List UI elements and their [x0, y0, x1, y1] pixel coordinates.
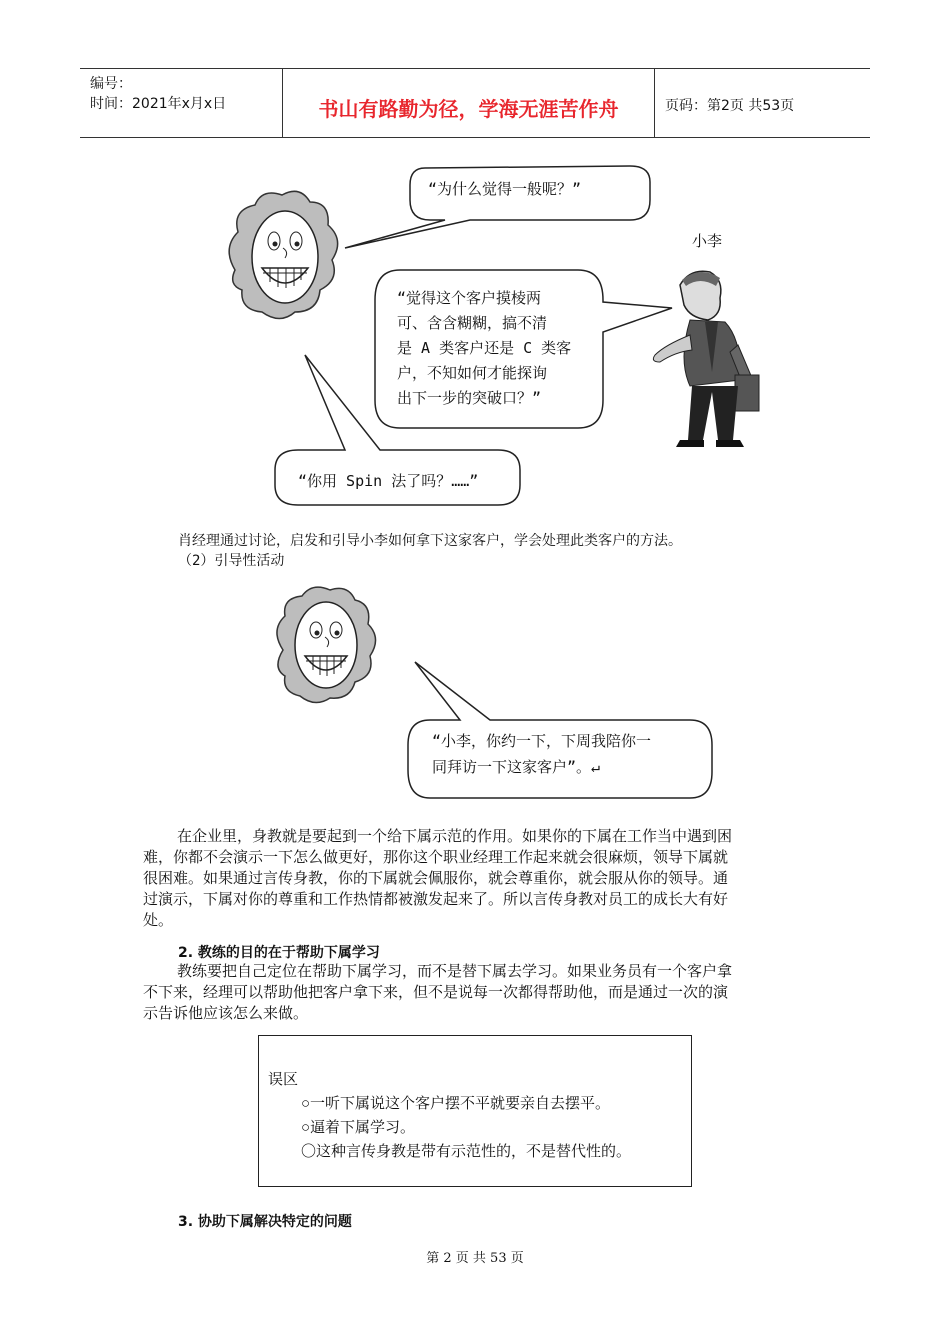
header-motto-cell	[283, 69, 655, 137]
page-footer: 第 2 页 共 53 页	[426, 1251, 524, 1266]
manager-face-icon	[277, 587, 376, 702]
answer-line: 户，不知如何才能探询	[397, 364, 548, 382]
paragraph-line: 示告诉他应该怎么来做。	[143, 1004, 309, 1022]
invite-line: 同拜访一下这家客户”。↵	[432, 758, 601, 776]
answer-line: 可、含含糊糊，搞不清	[397, 314, 548, 332]
spin-text: “你用 Spin 法了吗？……”	[298, 472, 479, 490]
heading-3: 3. 协助下属解决特定的问题	[178, 1214, 352, 1230]
paragraph-line: 教练要把自己定位在帮助下属学习，而不是替下属去学习。如果业务员有一个客户拿	[177, 962, 733, 980]
misconception-item: 〇这种言传身教是带有示范性的，不是替代性的。	[301, 1143, 632, 1160]
header-page-cell	[655, 69, 870, 137]
paragraph-line: 不下来，经理可以帮助他把客户拿下来，但不是说每一次都得帮助他，而是通过一次的演	[143, 983, 729, 1001]
caption: 肖经理通过讨论，启发和引导小李如何拿下这家客户，学会处理此类客户的方法。	[178, 533, 682, 549]
misconception-item: ○逼着下属学习。	[301, 1119, 416, 1136]
paragraph-2	[143, 961, 823, 1024]
invite-line: “小李，你约一下，下周我陪你一	[432, 732, 652, 750]
question-text: “为什么觉得一般呢？”	[428, 180, 582, 198]
header-meta-cell	[80, 69, 283, 137]
xiaoli-figure-icon	[653, 271, 759, 447]
document-header	[80, 68, 870, 138]
xiaoli-name-tag: 小李	[692, 232, 723, 250]
misconception-box	[258, 1035, 692, 1187]
heading-2: 2. 教练的目的在于帮助下属学习	[178, 945, 380, 961]
manager-face-icon	[229, 191, 337, 318]
paragraph-line: 处。	[143, 911, 174, 929]
paragraph-line: 过演示，下属对你的尊重和工作热情都被激发起来了。所以言传身教对员工的成长大有好	[143, 890, 729, 908]
answer-line: 是 A 类客户还是 C 类客	[397, 339, 572, 357]
paragraph-line: 在企业里，身教就是要起到一个给下属示范的作用。如果你的下属在工作当中遇到困	[177, 827, 733, 845]
paragraph-line: 很困难。如果通过言传身教，你的下属就会佩服你，就会尊重你，就会服从你的领导。通	[143, 869, 729, 887]
paragraph-1	[143, 826, 823, 931]
date-line: 时间：2021年x月x日	[90, 96, 227, 112]
section-guided: （2）引导性活动	[178, 553, 285, 569]
answer-text	[397, 286, 571, 411]
answer-line: 出下一步的突破口？”	[397, 389, 542, 407]
serial-label: 编号：	[90, 76, 132, 92]
misconception-title: 误区	[268, 1071, 299, 1088]
misconception-item: ○一听下属说这个客户摆不平就要亲自去摆平。	[301, 1095, 611, 1112]
answer-line: “觉得这个客户摸棱两	[397, 289, 542, 307]
paragraph-line: 难，你都不会演示一下怎么做更好，那你这个职业经理工作起来就会很麻烦，领导下属就	[143, 848, 729, 866]
motto: 书山有路勤为径，学海无涯苦作舟	[318, 97, 619, 121]
page-info: 页码：第2页 共53页	[665, 98, 795, 114]
invite-text	[432, 728, 651, 780]
